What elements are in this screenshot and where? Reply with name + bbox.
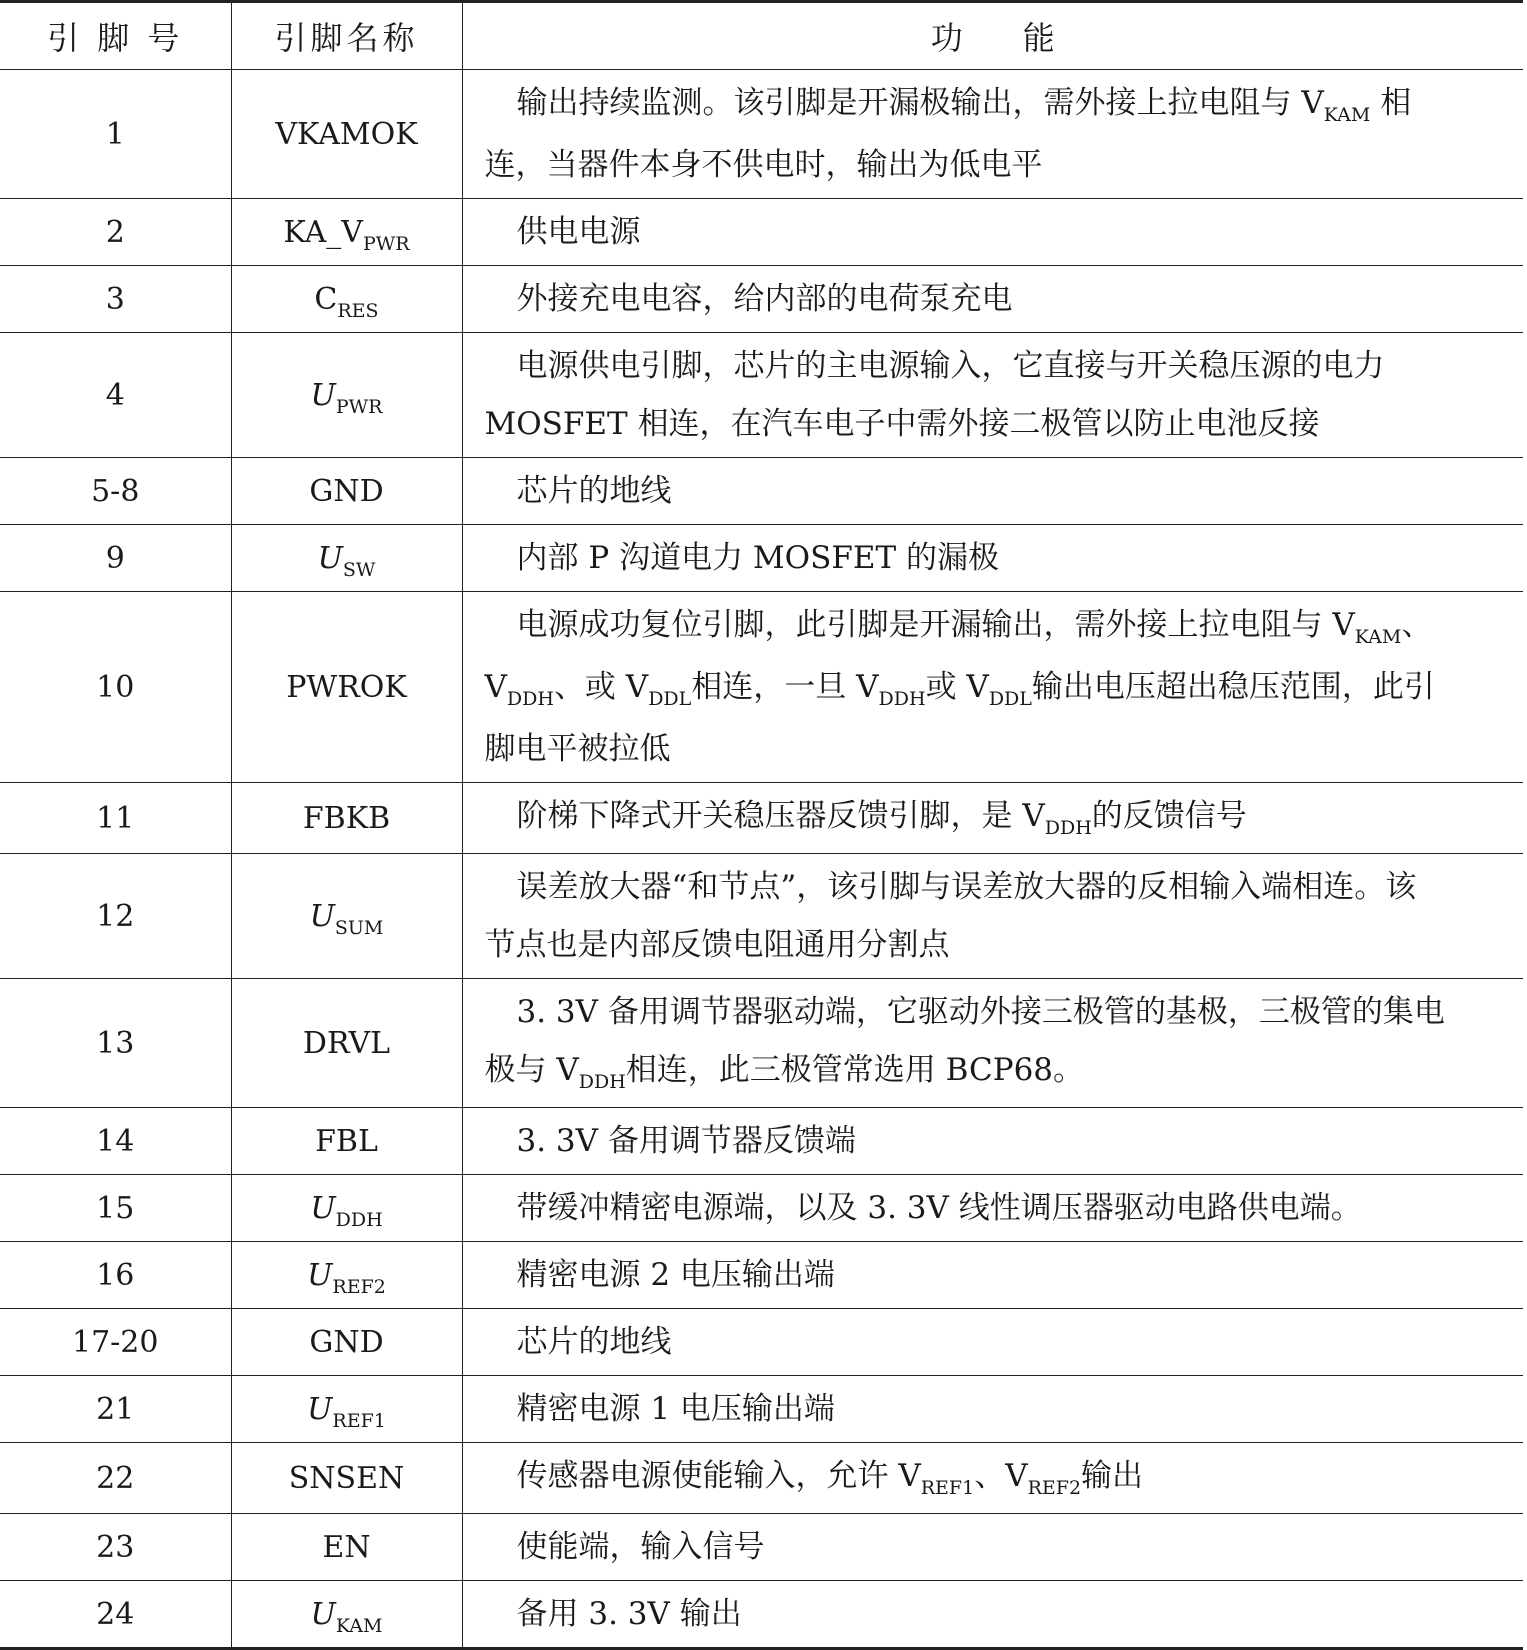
pin-name-main: U	[310, 377, 336, 413]
func-subscript: DDH	[506, 688, 554, 710]
pin-function	[462, 1514, 1523, 1581]
table-row	[0, 70, 1523, 199]
pin-name-subscript: PWR	[362, 232, 410, 255]
pin-name	[231, 1581, 462, 1649]
pin-function	[462, 1376, 1523, 1443]
pin-function	[462, 1309, 1523, 1376]
pin-name: GND	[231, 458, 462, 525]
pin-name-subscript: PWR	[335, 395, 383, 418]
table-row	[0, 1376, 1523, 1443]
func-subscript: DDH	[1044, 817, 1092, 839]
pin-number: 11	[0, 783, 231, 854]
pin-name-subscript: KAM	[335, 1614, 383, 1637]
func-text: 芯片的地线	[516, 1324, 672, 1360]
func-text: 精密电源 1 电压输出端	[516, 1391, 835, 1427]
pin-number: 2	[0, 199, 231, 266]
pin-function	[462, 592, 1523, 783]
func-subscript: KAM	[1323, 104, 1371, 126]
table-row	[0, 1443, 1523, 1514]
func-subscript: REF1	[920, 1477, 975, 1499]
pin-number: 12	[0, 854, 231, 979]
pin-name: PWROK	[231, 592, 462, 783]
pin-name	[231, 266, 462, 333]
table-row	[0, 1175, 1523, 1242]
pin-name-subscript: REF1	[332, 1409, 386, 1432]
pin-name-main: U	[307, 1257, 333, 1293]
table-row	[0, 1309, 1523, 1376]
pin-name-main: U	[310, 1190, 336, 1226]
func-text: 误差放大器“和节点”，该引脚与误差放大器的反相输入端相连。该	[516, 869, 1417, 905]
func-subscript: DDL	[648, 688, 692, 710]
func-text: 输出电压超出稳压范围，此引	[1031, 669, 1435, 705]
pin-name-subscript: RES	[337, 299, 379, 322]
pin-number: 24	[0, 1581, 231, 1649]
pin-number: 14	[0, 1108, 231, 1175]
func-text: 输出持续监测。该引脚是开漏极输出，需外接上拉电阻与 V	[516, 85, 1324, 121]
pin-number: 9	[0, 525, 231, 592]
func-text: 极与 V	[484, 1052, 579, 1088]
pin-function	[462, 1581, 1523, 1649]
func-text: 外接充电电容，给内部的电荷泵充电	[516, 281, 1013, 317]
pin-number: 5-8	[0, 458, 231, 525]
pin-name-main: U	[309, 898, 335, 934]
func-text: 3. 3V 备用调节器反馈端	[516, 1123, 856, 1159]
pin-name: DRVL	[231, 979, 462, 1108]
func-text: 精密电源 2 电压输出端	[516, 1257, 835, 1293]
func-text: 内部 P 沟道电力 MOSFET 的漏极	[516, 540, 999, 576]
table-row	[0, 525, 1523, 592]
pin-number: 15	[0, 1175, 231, 1242]
pin-name-main: KA_V	[283, 214, 363, 250]
func-text: 、	[1401, 607, 1433, 643]
pin-function	[462, 979, 1523, 1108]
func-subscript: REF2	[1027, 1477, 1082, 1499]
pin-name	[231, 199, 462, 266]
func-text: 带缓冲精密电源端，以及 3. 3V 线性调压器驱动电路供电端。	[516, 1190, 1362, 1226]
header-function	[462, 2, 1523, 70]
table-row	[0, 266, 1523, 333]
pin-name	[231, 854, 462, 979]
pin-function	[462, 1242, 1523, 1309]
func-text: 脚电平被拉低	[484, 731, 671, 767]
pin-name: GND	[231, 1309, 462, 1376]
pin-name-main: U	[307, 1391, 333, 1427]
pin-name-main: C	[314, 281, 338, 317]
pin-number: 23	[0, 1514, 231, 1581]
table-row	[0, 199, 1523, 266]
table-row	[0, 1514, 1523, 1581]
pin-name	[231, 333, 462, 458]
pin-name-main: U	[310, 1596, 336, 1632]
pin-name-main: U	[317, 540, 343, 576]
func-text: 3. 3V 备用调节器驱动端，它驱动外接三极管的基极，三极管的集电	[516, 994, 1445, 1030]
pin-number: 4	[0, 333, 231, 458]
pin-name	[231, 1175, 462, 1242]
pin-name	[231, 1376, 462, 1443]
header-function-part2: 能	[1022, 19, 1055, 57]
pin-number: 1	[0, 70, 231, 199]
func-text: 或 V	[925, 669, 989, 705]
pin-name: FBL	[231, 1108, 462, 1175]
header-pin-number: 引 脚 号	[0, 2, 231, 70]
func-subscript: DDH	[878, 688, 926, 710]
func-text: 电源供电引脚，芯片的主电源输入，它直接与开关稳压源的电力	[516, 348, 1385, 384]
table-row	[0, 854, 1523, 979]
pin-name-subscript: DDH	[335, 1208, 383, 1231]
pin-function	[462, 854, 1523, 979]
func-text: 的反馈信号	[1091, 798, 1247, 834]
func-text: MOSFET 相连，在汽车电子中需外接二极管以防止电池反接	[484, 406, 1320, 442]
func-text: 相连，此三极管常选用 BCP68。	[625, 1052, 1085, 1088]
pin-name-subscript: SW	[342, 558, 376, 581]
pin-function	[462, 458, 1523, 525]
pin-name: VKAMOK	[231, 70, 462, 199]
pin-number: 17-20	[0, 1309, 231, 1376]
table-row	[0, 1108, 1523, 1175]
pin-number: 21	[0, 1376, 231, 1443]
pin-function	[462, 199, 1523, 266]
table-row	[0, 1242, 1523, 1309]
pin-number: 16	[0, 1242, 231, 1309]
table-row	[0, 592, 1523, 783]
func-subscript: DDL	[988, 688, 1032, 710]
func-text: 电源成功复位引脚，此引脚是开漏输出，需外接上拉电阻与 V	[516, 607, 1355, 643]
pin-function	[462, 1443, 1523, 1514]
func-subscript: DDH	[578, 1071, 626, 1093]
func-text: V	[484, 669, 507, 705]
pin-function	[462, 1175, 1523, 1242]
pin-function	[462, 70, 1523, 199]
table-row	[0, 979, 1523, 1108]
pin-function	[462, 525, 1523, 592]
pin-number: 10	[0, 592, 231, 783]
func-text: 传感器电源使能输入，允许 V	[516, 1458, 921, 1494]
table-row	[0, 333, 1523, 458]
pin-number: 3	[0, 266, 231, 333]
table-header-row	[0, 2, 1523, 70]
pin-name: SNSEN	[231, 1443, 462, 1514]
pin-function	[462, 1108, 1523, 1175]
func-text: 连，当器件本身不供电时，输出为低电平	[484, 147, 1043, 183]
table-row	[0, 1581, 1523, 1649]
pin-name-subscript: REF2	[332, 1275, 386, 1298]
pin-name: FBKB	[231, 783, 462, 854]
pin-name: EN	[231, 1514, 462, 1581]
func-text: 阶梯下降式开关稳压器反馈引脚，是 V	[516, 798, 1045, 834]
pin-number: 13	[0, 979, 231, 1108]
table-row	[0, 458, 1523, 525]
pin-name	[231, 525, 462, 592]
table-row	[0, 783, 1523, 854]
pin-function	[462, 783, 1523, 854]
func-text: 、或 V	[553, 669, 649, 705]
pin-name	[231, 1242, 462, 1309]
func-text: 供电电源	[516, 214, 641, 250]
func-text: 节点也是内部反馈电阻通用分割点	[484, 927, 950, 963]
pin-number: 22	[0, 1443, 231, 1514]
func-text: 、V	[974, 1458, 1028, 1494]
pin-function	[462, 266, 1523, 333]
func-text: 使能端，输入信号	[516, 1529, 765, 1565]
header-pin-name: 引脚名称	[231, 2, 462, 70]
func-text: 备用 3. 3V 输出	[516, 1596, 742, 1632]
pin-function	[462, 333, 1523, 458]
func-text: 相连，一旦 V	[691, 669, 879, 705]
func-text: 芯片的地线	[516, 473, 672, 509]
func-text: 输出	[1081, 1458, 1144, 1494]
header-function-part1: 功	[930, 19, 963, 57]
func-text: 相	[1370, 85, 1412, 121]
func-subscript: KAM	[1354, 626, 1402, 648]
pin-name-subscript: SUM	[334, 916, 384, 939]
